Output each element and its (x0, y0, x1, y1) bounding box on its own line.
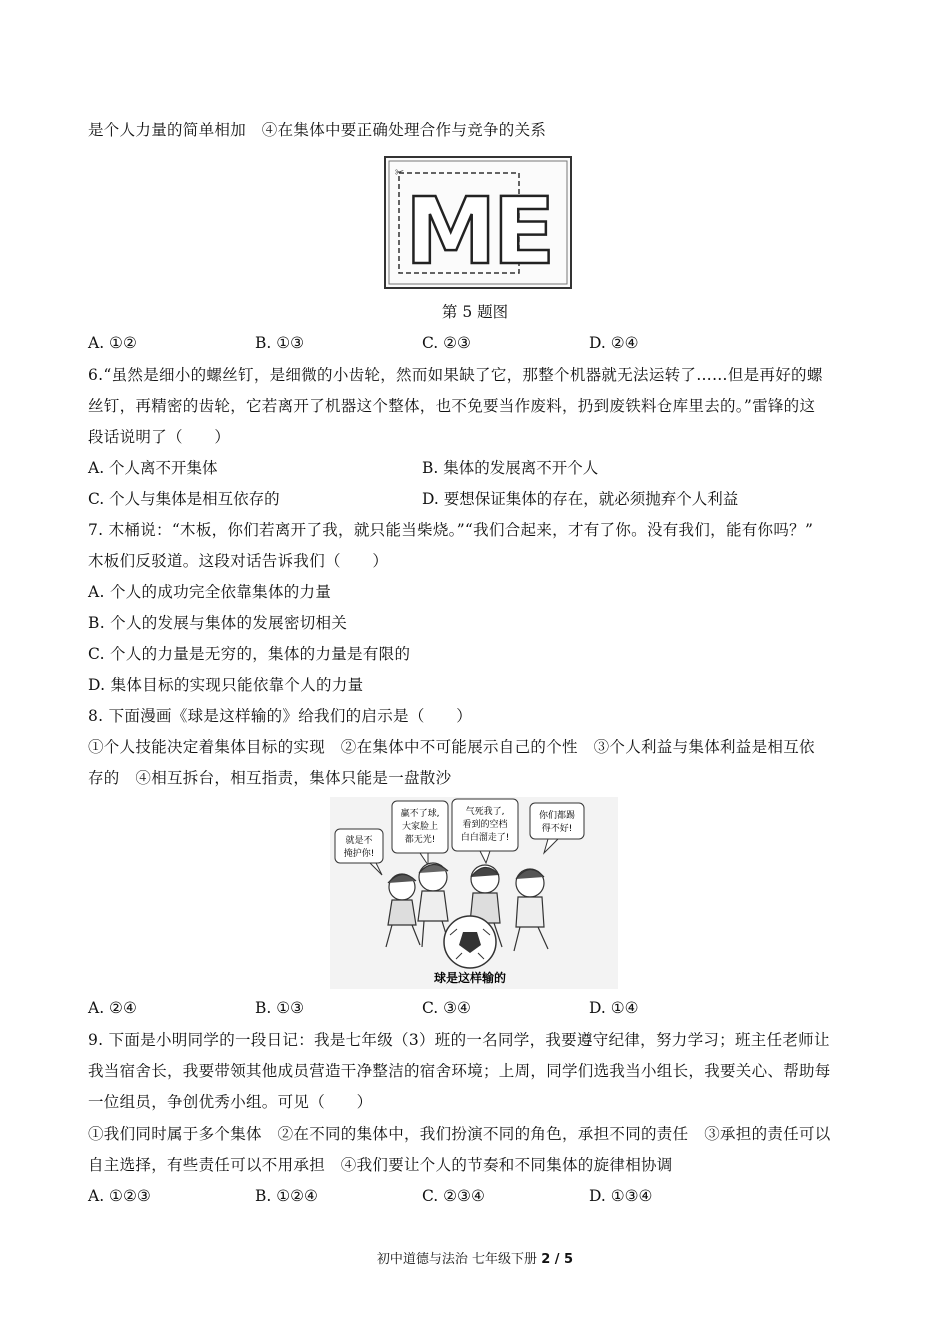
q9-option-a: A. ①②③ (88, 1187, 151, 1205)
q9-option-c: C. ②③④ (422, 1187, 485, 1205)
q9-stem-line5: 自主选择，有些责任可以不用承担 ④我们要让个人的节奏和不同集体的旋律相协调 (88, 1156, 673, 1174)
q8-stem-line2: ①个人技能决定着集体目标的实现 ②在集体中不可能展示自己的个性 ③个人利益与集体利益是相互依 (88, 738, 815, 756)
bubble2-line2: 大家脸上 (401, 822, 439, 832)
q9-option-b: B. ①②④ (255, 1187, 318, 1205)
bubble3-line3: 白白溜走了! (460, 833, 510, 843)
q5-option-c: C. ②③ (422, 334, 471, 352)
bubble1-line2: 掩护你! (343, 849, 375, 859)
q6-option-b: B. 集体的发展离不开个人 (422, 459, 599, 477)
q6-stem-line2: 丝钉，再精密的齿轮，它若离开了机器这个整体，也不免要当作废料，扔到废铁料仓库里去的。”雷锋的这 (88, 397, 816, 415)
q9-option-d: D. ①③④ (589, 1187, 653, 1205)
q8-stem-line3: 存的 ④相互拆台，相互指责，集体只能是一盘散沙 (88, 769, 452, 787)
q8-option-d: D. ①④ (589, 999, 639, 1017)
q9-stem-line1: 9. 下面是小明同学的一段日记：我是七年级（3）班的一名同学，我要遵守纪律，努力学习；班主任老师让 (88, 1031, 830, 1049)
page-number: 2 / 5 (541, 1252, 574, 1267)
q9-stem-line2: 我当宿舍长，我要带领其他成员营造干净整洁的宿舍环境；上周，同学们选我当小组长，我要关心、帮助每 (88, 1062, 831, 1080)
q6-option-d: D. 要想保证集体的存在，就必须抛弃个人利益 (422, 490, 739, 508)
q7-option-c: C. 个人的力量是无穷的，集体的力量是有限的 (88, 645, 411, 663)
bubble3-line2: 看到的空档 (462, 820, 508, 830)
figure5-caption: 第 5 题图 (441, 303, 509, 321)
q6-option-c: C. 个人与集体是相互依存的 (88, 490, 280, 508)
q7-stem-line2: 木板们反驳道。这段对话告诉我们（ ） (88, 552, 389, 570)
comic-ball-lost (330, 797, 618, 989)
bubble4-line2: 得不好! (541, 824, 573, 834)
me-cutout-figure (383, 155, 573, 290)
q7-option-b: B. 个人的发展与集体的发展密切相关 (88, 614, 348, 632)
q5-option-d: D. ②④ (589, 334, 639, 352)
soccer-ball-icon (444, 916, 496, 968)
q6-option-a: A. 个人离不开集体 (88, 459, 218, 477)
q8-option-c: C. ③④ (422, 999, 471, 1017)
q4-continuation: 是个人力量的简单相加 ④在集体中要正确处理合作与竞争的关系 (88, 121, 547, 139)
scissors-icon: ✂ (395, 166, 405, 179)
q7-stem-line1: 7. 木桶说：“木板，你们若离开了我，就只能当柴烧。”“我们合起来，才有了你。没有我们，能有你吗？” (88, 521, 814, 539)
comic-title: 球是这样输的 (433, 971, 507, 985)
bubble2-line3: 都无光! (404, 835, 436, 845)
q6-stem-line3: 段话说明了（ ） (88, 428, 231, 446)
q7-option-a: A. 个人的成功完全依靠集体的力量 (88, 583, 332, 601)
me-letters: ME (405, 178, 552, 285)
bubble1-line1: 就是不 (345, 836, 373, 846)
q8-option-b: B. ①③ (255, 999, 305, 1017)
q9-stem-line3: 一位组员，争创优秀小组。可见（ ） (88, 1093, 373, 1111)
bubble4-line1: 你们都踢 (538, 811, 576, 821)
q5-option-a: A. ①② (88, 334, 137, 352)
footer-text: 初中道德与法治 七年级下册 (376, 1252, 542, 1267)
q8-option-a: A. ②④ (88, 999, 137, 1017)
q8-stem-line1: 8. 下面漫画《球是这样输的》给我们的启示是（ ） (88, 707, 473, 725)
q9-stem-line4: ①我们同时属于多个集体 ②在不同的集体中，我们扮演不同的角色，承担不同的责任 ③承担的责任可以 (88, 1125, 831, 1143)
q6-stem-line1: 6.“虽然是细小的螺丝钉，是细微的小齿轮，然而如果缺了它，那整个机器就无法运转了……但是再好的螺 (88, 366, 823, 384)
q5-option-b: B. ①③ (255, 334, 305, 352)
q7-option-d: D. 集体目标的实现只能依靠个人的力量 (88, 676, 364, 694)
bubble2-line1: 赢不了球, (400, 809, 440, 819)
page-footer (0, 1248, 950, 1267)
bubble3-line1: 气死我了, (465, 807, 505, 817)
